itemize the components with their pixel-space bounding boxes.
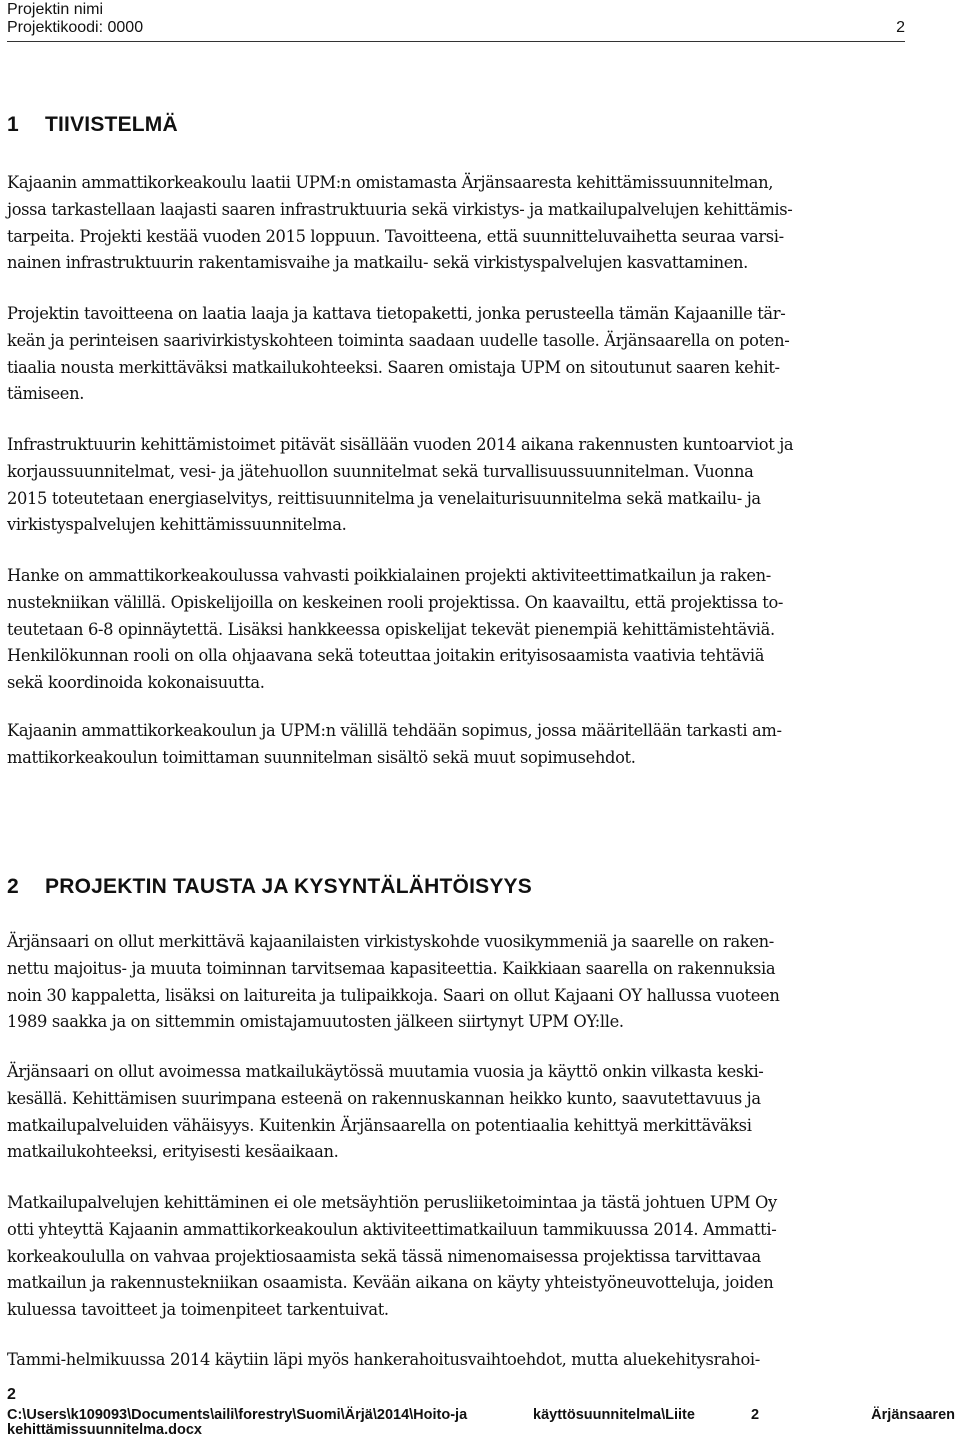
project-name: Projektin nimi xyxy=(7,1,104,18)
text-line: Matkailupalvelujen kehittäminen ei ole metsäyhtiön perusliiketoimintaa ja tästä johtuen UPM Oy xyxy=(7,1193,777,1212)
text-line: jossa tarkastellaan laajasti saaren infrastruktuuria sekä virkistys- ja matkailupalvelujen kehittämis- xyxy=(7,199,793,219)
text-line: virkistyspalvelujen kehittämissuunnitelma. xyxy=(7,515,347,535)
text-line: korjaussuunnitelmat, vesi- ja jätehuollon suunnitelmat sekä turvallisuussuunnitelman. Vuonna xyxy=(7,461,754,481)
paragraph xyxy=(7,563,960,697)
section-2-heading xyxy=(7,874,532,900)
footer-file-name xyxy=(7,1421,955,1439)
text-line: nustekniikan välillä. Opiskelijoilla on keskeinen rooli projektissa. On kaavailtu, että projektissa to- xyxy=(7,592,784,612)
text-line: Tammi-helmikuussa 2014 käytiin läpi myös hankerahoitusvaihtoehdot, mutta aluekehitysrahoi- xyxy=(7,1350,760,1369)
footer-path-part: 2 xyxy=(751,1407,760,1423)
text-line: Projektin tavoitteena on laatia laaja ja kattava tietopaketti, jonka perusteella tämän Kajaanille tär- xyxy=(7,304,786,323)
section-1-heading xyxy=(7,112,178,138)
text-line: tarpeita. Projekti kestää vuoden 2015 loppuun. Tavoitteena, että suunnitteluvaihetta seuraa varsi- xyxy=(7,226,784,246)
text-line: mattikorkeakoulun toimittaman suunnitelman sisältö sekä muut sopimusehdot. xyxy=(7,747,636,767)
paragraph xyxy=(7,1347,960,1374)
text-line: tämiseen. xyxy=(7,384,85,404)
page-number: 2 xyxy=(896,19,905,36)
paragraph xyxy=(7,170,960,277)
text-line: matkailun ja rakennustekniikan osaamista. Kevään aikana on käyty yhteistyöneuvotteluja, joiden xyxy=(7,1273,774,1293)
paragraph xyxy=(7,1059,960,1166)
project-code: Projektikoodi: 0000 xyxy=(7,19,144,36)
text-line: tiaalia nousta merkittäväksi matkailukohteeksi. Saaren omistaja UPM on sitoutunut saaren kehit- xyxy=(7,357,780,377)
text-line: Kajaanin ammattikorkeakoulun ja UPM:n välillä tehdään sopimus, jossa määritellään tarkasti am- xyxy=(7,721,782,740)
section-1-number: 1 xyxy=(7,113,19,136)
text-line: kuluessa tavoitteet ja toimenpiteet tarkentuivat. xyxy=(7,1300,389,1320)
section-1-title: TIIVISTELMÄ xyxy=(45,113,178,136)
paragraph xyxy=(7,929,960,1036)
text-line: teutetaan 6-8 opinnäytettä. Lisäksi hankkeessa opiskelijat tekevät pienempiä kehittämistehtäviä. xyxy=(7,619,775,639)
text-line: nettu majoitus- ja muuta toiminnan tarvitsemaa kapasiteettia. Kaikkiaan saarella on rakennuksia xyxy=(7,958,776,978)
text-line: Infrastruktuurin kehittämistoimet pitävät sisällään vuoden 2014 aikana rakennusten kuntoarviot ja xyxy=(7,435,794,454)
text-line: 2015 toteutetaan energiaselvitys, reittisuunnitelma ja venelaiturisuunnitelma sekä matkailu- ja xyxy=(7,488,761,508)
text-line: matkailupalveluiden vähäisyys. Kuitenkin Ärjänsaarella on potentiaalia kehittyä merkittäväksi xyxy=(7,1115,752,1135)
section-2-title: PROJEKTIN TAUSTA JA KYSYNTÄLÄHTÖISYYS xyxy=(45,875,532,898)
text-line: otti yhteyttä Kajaanin ammattikorkeakoulun aktiviteettimatkailuun tammikuussa 2014. Ammatti- xyxy=(7,1219,777,1239)
text-line: sekä koordinoida kokonaisuutta. xyxy=(7,673,265,693)
text-line: 1989 saakka ja on sittemmin omistajamuutosten jälkeen siirtynyt UPM OY:lle. xyxy=(7,1012,624,1032)
paragraph xyxy=(7,1190,960,1324)
text-line: Ärjänsaari on ollut avoimessa matkailukäytössä muutamia vuosia ja käyttö onkin vilkasta keski- xyxy=(7,1062,764,1081)
paragraph xyxy=(7,432,960,539)
text-line: noin 30 kappaletta, lisäksi on laitureita ja tulipaikkoja. Saari on ollut Kajaani OY hallussa vuoteen xyxy=(7,985,780,1005)
footer-path-part: C:\Users\k109093\Documents\aili\forestry\Suomi\Ärjä\2014\Hoito-ja xyxy=(7,1407,468,1423)
header-divider xyxy=(7,41,905,42)
footer-path-part: Ärjänsaaren xyxy=(871,1407,955,1423)
text-line: Hanke on ammattikorkeakoulussa vahvasti poikkialainen projekti aktiviteettimatkailun ja raken- xyxy=(7,566,771,585)
paragraph xyxy=(7,301,960,408)
text-line: keän ja perinteisen saarivirkistyskohteen toiminta saadaan uudelle tasolle. Ärjänsaarella on poten- xyxy=(7,330,790,350)
footer-path-part: käyttösuunnitelma\Liite xyxy=(533,1407,695,1423)
footer-path-part: kehittämissuunnitelma.docx xyxy=(7,1422,202,1438)
header-project-code-row xyxy=(7,18,905,38)
text-line: nainen infrastruktuurin rakentamisvaihe ja matkailu- sekä virkistyspalvelujen kasvattaminen. xyxy=(7,253,749,273)
text-line: Kajaanin ammattikorkeakoulu laatii UPM:n omistamasta Ärjänsaaresta kehittämissuunnitelman, xyxy=(7,173,774,192)
text-line: korkeakoululla on vahvaa projektiosaamista sekä tässä nimenomaisessa projektissa tarvittavaa xyxy=(7,1246,761,1266)
header-project-name xyxy=(7,0,905,20)
text-line: kesällä. Kehittämisen suurimpana esteenä on rakennuskannan heikko kunto, saavutettavuus ja xyxy=(7,1088,761,1108)
text-line: matkailukohteeksi, erityisesti kesäaikaan. xyxy=(7,1142,339,1162)
paragraph xyxy=(7,718,960,772)
text-line: Ärjänsaari on ollut merkittävä kajaanilaisten virkistyskohde vuosikymmeniä ja saarelle on raken- xyxy=(7,932,774,951)
section-2-number: 2 xyxy=(7,875,19,898)
footer-page-mark xyxy=(7,1386,955,1404)
footer-mark: 2 xyxy=(7,1386,16,1403)
text-line: Henkilökunnan rooli on olla ohjaavana sekä toteuttaa joitakin erityisosaamista vaativia tehtäviä xyxy=(7,646,765,666)
